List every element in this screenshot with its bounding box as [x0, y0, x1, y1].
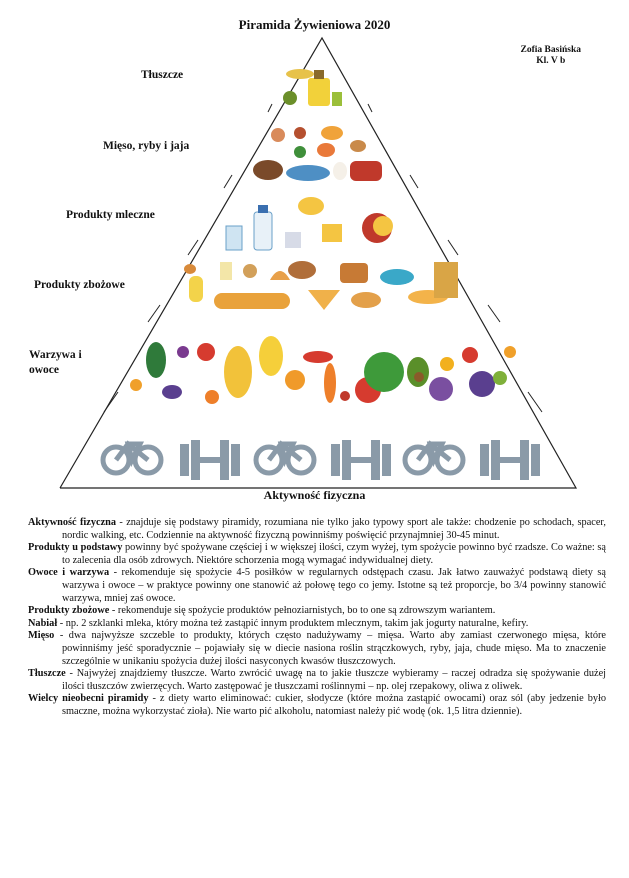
description-text: - z diety warto eliminować: cukier, słodycze (które można zastąpić owocami) oraz sól (aby jedzenie było smaczne, można wykorzystać zioła). Nie warto pić alkoholu, natomiast należy pić wodę (ok. 1,5 litra dziennie).: [62, 693, 606, 717]
activity-illustration: [103, 444, 463, 473]
tier-label-meat: Mięso, ryby i jaja: [103, 140, 190, 152]
tier-label-activity: Aktywność fizyczna: [263, 488, 366, 502]
author-class: Kl. V b: [536, 56, 566, 66]
description-text: - rekomenduje się spożycie 4-5 posiłków w regularnych odstępach czasu. Jak łatwo zauważyć podstawą diety są warzywa i owoce – w praktyce powinny one stanowić aż połowę tego co jemy. Istotne są też proporcje, bo 3/4 powinny stanowić warzywa, mniej zaś owoce.: [62, 567, 606, 604]
description-text: - np. 2 szklanki mleka, który można też zastąpić innym produktem mlecznym, takim jak jogurty naturalne, kefiry.: [57, 617, 529, 629]
description-text: - znajduje się podstawy piramidy, rozumiana nie tylko jako typowy sport ale także: chodzenie po schodach, spacer, nordic walking, etc. Codziennie na aktywność fizyczną powinniśmy poświęcić przynajmniej 30-45 minut.: [62, 517, 606, 541]
tier-label-veg-line1: Warzywa i: [29, 349, 82, 361]
description-list: [28, 517, 606, 719]
description-item: [28, 567, 606, 605]
tier-label-fats: Tłuszcze: [141, 69, 184, 81]
tier-label-veg-fruit: [29, 348, 82, 378]
description-text: - Najwyżej znajdziemy tłuszcze. Warto zwrócić uwagę na to jakie tłuszcze wybieramy – raczej odradza się spożywanie dużej ilości tłuszczów zwierzęcych. Warto zastępować je tłuszczami roślinnymi – np. olej rzepakowy, oliwa z oliwek.: [62, 668, 606, 692]
author-name: Zofia Basińska: [520, 45, 581, 55]
description-text: powinny być spożywane częściej i w większej ilości, czym wyżej, tym spożycie powinno być rzadsze. Co ważne: są to zalecenia dla osób zdrowych. Niektóre schorzenia mogą wymagać indywidualnej diety.: [62, 542, 606, 566]
description-term: Aktywność fizyczna: [28, 517, 117, 528]
page-title: Piramida Żywieniowa 2020: [238, 17, 391, 32]
tier-label-veg-line2: owoce: [29, 364, 60, 376]
description-item: [28, 693, 606, 718]
description-term: Owoce i warzywa: [28, 567, 110, 579]
dairy-illustration: [226, 197, 393, 250]
description-term: Produkty u podstawy: [28, 542, 123, 554]
description-item: [28, 668, 606, 693]
tier-label-grains: Produkty zbożowe: [34, 279, 125, 291]
description-term: Produkty zbożowe: [28, 605, 110, 617]
description-item: [28, 618, 606, 631]
dumbbells: [180, 440, 540, 480]
description-item: [28, 517, 606, 542]
description-text: - dwa najwyższe szczeble to produkty, których często nadużywamy – mięsa. Warto aby zamiast czerwonego mięsa, które powinniśmy jeść sporadycznie – pojawiały się w diecie nasiona roślin strączkowych, ryby, jaja, chude mięso. Ma to znaczenie szczególnie w unikaniu spożycia dużej ilości nasyconych kwasów tłuszczowych.: [54, 630, 606, 667]
description-item: [28, 542, 606, 567]
description-item: [28, 630, 606, 668]
grains-illustration: [184, 261, 458, 310]
description-text: - rekomenduje się spożycie produktów pełnoziarnistych, bo to one są zdrowszym wariantem.: [109, 605, 496, 617]
fats-illustration: [283, 69, 342, 106]
description-term: Mięso: [28, 630, 55, 642]
tier-label-dairy: Produkty mleczne: [66, 209, 155, 221]
description-term: Wielcy nieobecni piramidy: [28, 693, 149, 705]
vegetables-fruit-illustration: [130, 336, 516, 404]
description-term: Nabiał: [28, 617, 58, 629]
description-term: Tłuszcze: [28, 668, 66, 680]
meat-illustration: [253, 126, 382, 181]
description-item: [28, 605, 606, 618]
